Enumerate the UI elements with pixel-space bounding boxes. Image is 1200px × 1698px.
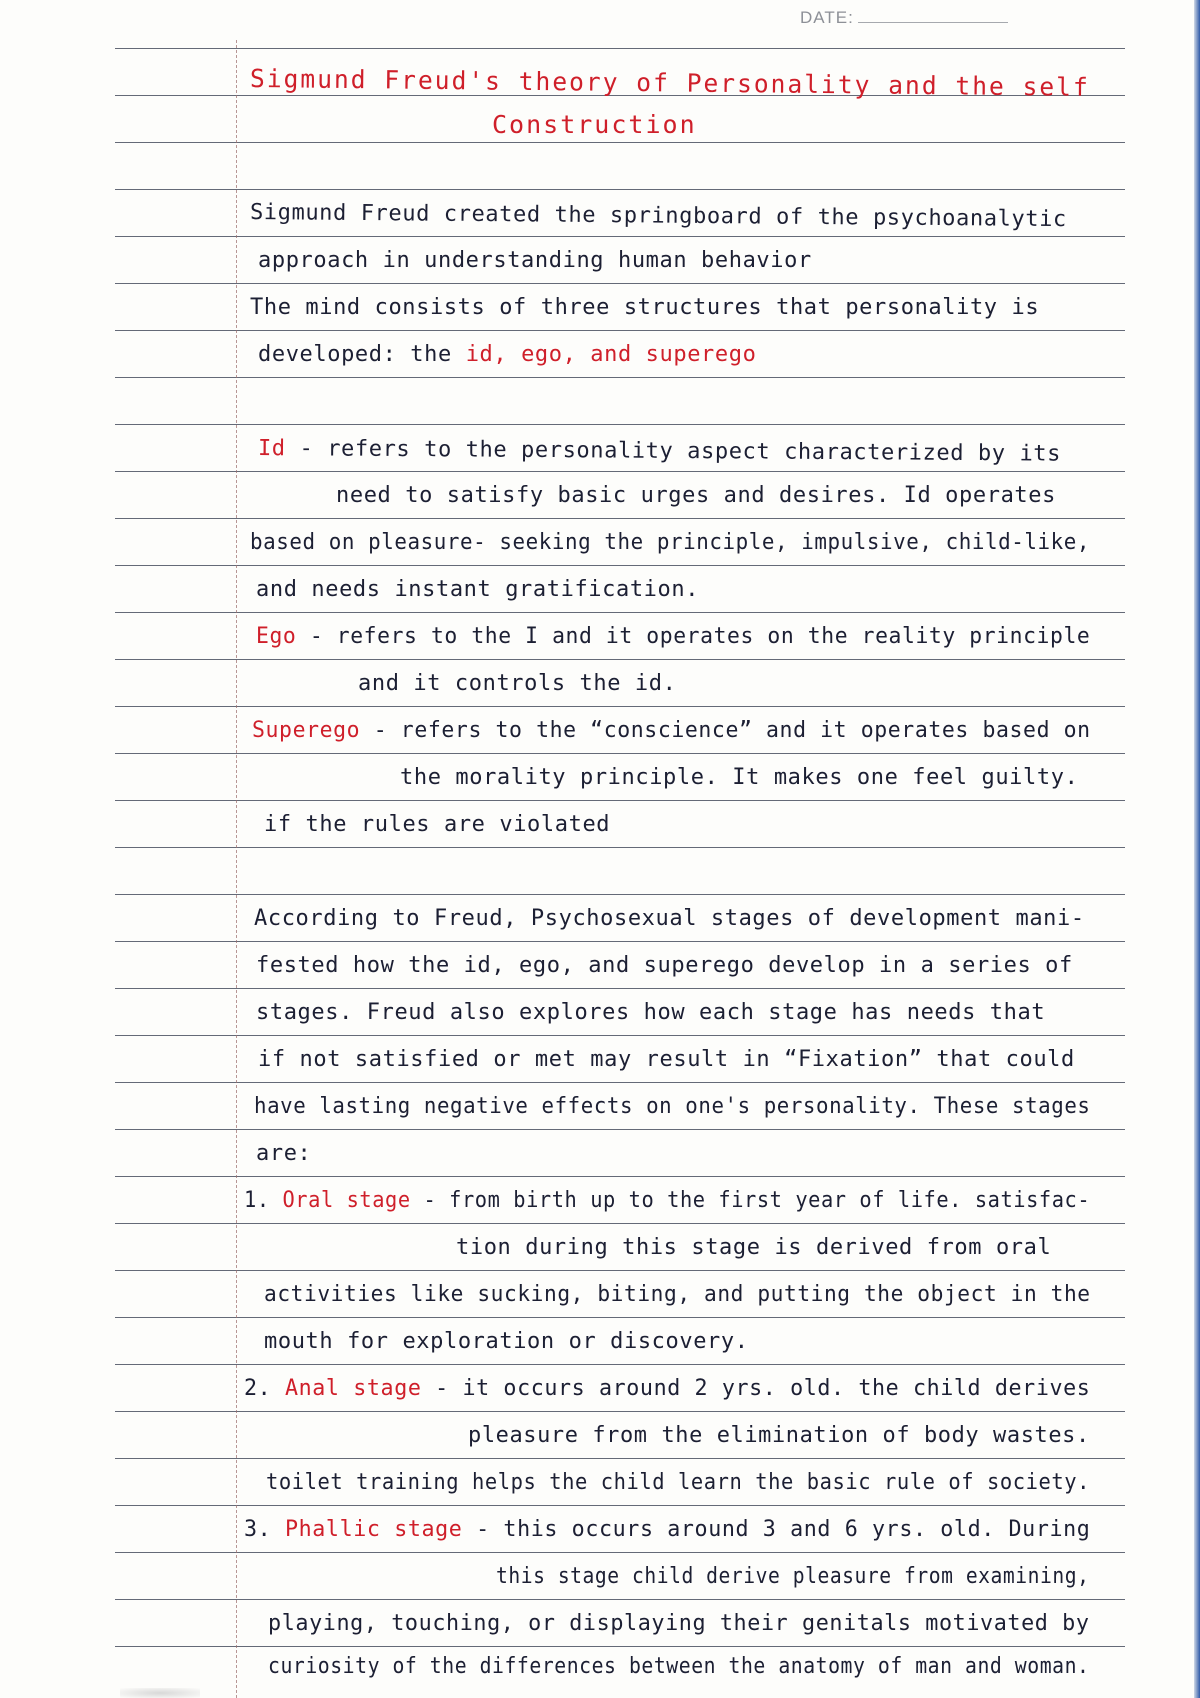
- phallic-stage-line-3: playing, touching, or displaying their genitals motivated by: [268, 1611, 1090, 1636]
- id-line-3: based on pleasure- seeking the principle, impulsive, child-like,: [250, 530, 1091, 555]
- ruled-line: [115, 612, 1125, 613]
- ruled-line: [115, 377, 1125, 378]
- ruled-line: [115, 424, 1125, 425]
- oral-stage-number: 1.: [244, 1188, 270, 1213]
- superego-line-2: the morality principle. It makes one feel guilty.: [400, 765, 1079, 790]
- structures-highlight: id, ego, and superego: [465, 342, 757, 367]
- intro-line-1: Sigmund Freud created the springboard of the psychoanalytic: [249, 200, 1067, 233]
- anal-stage-line-2: pleasure from the elimination of body wastes.: [468, 1423, 1090, 1448]
- anal-stage-text-1: - it occurs around 2 yrs. old. the child derives: [435, 1376, 1091, 1401]
- ego-term: Ego: [256, 624, 297, 649]
- oral-stage-line-4: mouth for exploration or discovery.: [264, 1329, 749, 1354]
- intro-line-4: [258, 342, 756, 367]
- id-definition-line-1: - refers to the personality aspect characterized by its: [299, 436, 1062, 467]
- oral-stage-line-2: tion during this stage is derived from oral: [456, 1235, 1052, 1260]
- phallic-stage-line-2: this stage child derive pleasure from examining,: [496, 1564, 1090, 1589]
- date-label: DATE:: [800, 8, 854, 27]
- intro-line-4-text: developed: the: [258, 342, 466, 367]
- ruled-line: [115, 518, 1125, 519]
- ruled-line: [115, 1082, 1125, 1083]
- anal-stage-name: Anal stage: [284, 1376, 422, 1401]
- ruled-line: [115, 800, 1125, 801]
- ruled-line: [115, 189, 1125, 190]
- ruled-line: [115, 1129, 1125, 1130]
- ruled-line: [115, 706, 1125, 707]
- ruled-line: [115, 48, 1125, 49]
- phallic-stage-number: 3.: [244, 1517, 272, 1542]
- stages-intro-line-4: if not satisfied or met may result in “Fixation” that could: [258, 1047, 1075, 1072]
- ruled-line: [115, 1552, 1125, 1553]
- id-line-1: [258, 436, 1061, 467]
- ruled-line: [115, 753, 1125, 754]
- stages-intro-line-2: fested how the id, ego, and superego develop in a series of: [256, 953, 1073, 978]
- ruled-line: [115, 565, 1125, 566]
- anal-stage-line-3: toilet training helps the child learn the basic rule of society.: [266, 1470, 1091, 1495]
- intro-line-3: The mind consists of three structures that personality is: [250, 295, 1040, 320]
- ego-definition-line-1: - refers to the I and it operates on the reality principle: [309, 624, 1091, 649]
- ruled-line: [115, 471, 1125, 472]
- oral-stage-text-1: - from birth up to the first year of life. satisfac-: [423, 1188, 1091, 1213]
- superego-term: Superego: [252, 718, 361, 743]
- stages-intro-line-6: are:: [256, 1141, 312, 1166]
- anal-stage-line-1: [244, 1376, 1090, 1401]
- page-edge: [1194, 0, 1200, 1698]
- stages-intro-line-5: have lasting negative effects on one's personality. These stages: [254, 1094, 1091, 1119]
- ruled-line: [115, 659, 1125, 660]
- ruled-line: [115, 142, 1125, 143]
- superego-line-1: [252, 718, 1091, 743]
- ruled-line: [115, 1505, 1125, 1506]
- date-blank-line: [858, 22, 1008, 23]
- phallic-stage-text-1: - this occurs around 3 and 6 yrs. old. During: [476, 1517, 1091, 1542]
- intro-line-2: approach in understanding human behavior: [258, 248, 812, 273]
- ruled-line: [115, 1646, 1125, 1647]
- ruled-line: [115, 283, 1125, 284]
- ruled-line: [115, 1035, 1125, 1036]
- superego-line-3: if the rules are violated: [264, 812, 611, 837]
- phallic-stage-name: Phallic stage: [284, 1517, 463, 1542]
- ego-line-2: and it controls the id.: [358, 671, 677, 696]
- anal-stage-number: 2.: [244, 1376, 272, 1401]
- ruled-line: [115, 1317, 1125, 1318]
- ruled-line: [115, 1599, 1125, 1600]
- ruled-line: [115, 330, 1125, 331]
- ruled-line: [115, 1364, 1125, 1365]
- ruled-line: [115, 941, 1125, 942]
- scan-smudge: [120, 1688, 200, 1698]
- phallic-stage-line-1: [244, 1517, 1090, 1542]
- oral-stage-line-1: [244, 1188, 1090, 1213]
- page-title-line-1: Sigmund Freud's theory of Personality and the self: [249, 64, 1090, 102]
- ruled-line: [115, 894, 1125, 895]
- oral-stage-name: Oral stage: [282, 1188, 411, 1213]
- id-term: Id: [257, 436, 286, 462]
- superego-definition-line-1: - refers to the “conscience” and it operates based on: [373, 718, 1091, 743]
- ruled-line: [115, 1411, 1125, 1412]
- ruled-line: [115, 988, 1125, 989]
- margin-line: [236, 40, 237, 1698]
- ego-line-1: [256, 624, 1090, 649]
- ruled-line: [115, 236, 1125, 237]
- id-line-2: need to satisfy basic urges and desires. Id operates: [336, 483, 1056, 508]
- stages-intro-line-1: According to Freud, Psychosexual stages of development mani-: [254, 906, 1085, 931]
- stages-intro-line-3: stages. Freud also explores how each stage has needs that: [256, 1000, 1046, 1025]
- phallic-stage-line-4: curiosity of the differences between the anatomy of man and woman.: [268, 1654, 1090, 1679]
- id-line-4: and needs instant gratification.: [256, 577, 700, 602]
- ruled-line: [115, 1458, 1125, 1459]
- ruled-line: [115, 1223, 1125, 1224]
- ruled-line: [115, 1270, 1125, 1271]
- ruled-line: [115, 1176, 1125, 1177]
- ruled-line: [115, 847, 1125, 848]
- oral-stage-line-3: activities like sucking, biting, and putting the object in the: [264, 1282, 1091, 1307]
- page-title-line-2: Construction: [492, 110, 697, 139]
